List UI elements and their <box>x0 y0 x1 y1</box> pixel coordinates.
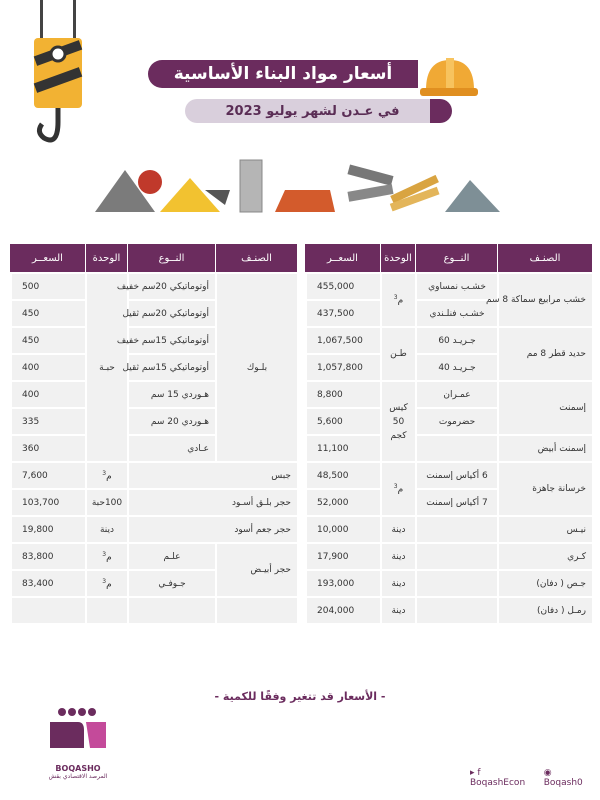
header-unit: الوحدة <box>380 244 415 272</box>
type-cell <box>415 596 497 623</box>
unit-cell: دينة <box>85 515 127 542</box>
handle-text: BoqashEcon <box>470 778 526 788</box>
type-cell: أوتوماتيكي 15سم ثقيل <box>127 353 215 380</box>
type-cell: هـوردي 15 سم <box>127 380 215 407</box>
price-cell: 335 <box>10 407 85 434</box>
unit-cell: 100حبة <box>85 488 127 515</box>
header-type: النــوع <box>415 244 497 272</box>
item-cell: رمـل ( دفان) <box>497 596 592 623</box>
price-cell: 11,100 <box>305 434 380 461</box>
materials-illustration <box>90 150 510 220</box>
price-cell: 193,000 <box>305 569 380 596</box>
table-row <box>305 272 592 299</box>
left-price-table <box>10 244 297 623</box>
header-price: السعــر <box>10 244 85 272</box>
type-cell <box>415 569 497 596</box>
type-cell: حضرموت <box>415 407 497 434</box>
header-unit: الوحدة <box>85 244 127 272</box>
logo-caption: المرصد الاقتصادي بقش <box>48 773 108 780</box>
table-row <box>305 596 592 623</box>
price-note: - الأسعار قد تتغير وفقًا للكمية - <box>214 690 386 703</box>
item-cell: خرسانة جاهزة <box>497 461 592 515</box>
logo-name: BOQASHO <box>55 764 101 773</box>
type-cell: جـوفـي <box>127 569 215 596</box>
price-cell: 400 <box>10 380 85 407</box>
unit-cell: حبـة <box>85 272 127 461</box>
price-cell: 500 <box>10 272 85 299</box>
type-cell <box>415 515 497 542</box>
empty-cell <box>215 596 297 623</box>
table-row <box>10 596 297 623</box>
price-cell: 10,000 <box>305 515 380 542</box>
price-cell: 48,500 <box>305 461 380 488</box>
item-cell: كـري <box>497 542 592 569</box>
price-cell: 450 <box>10 299 85 326</box>
unit-cell: م$^3$ <box>380 461 415 515</box>
price-cell: 1,057,800 <box>305 353 380 380</box>
unit-cell: م$^3$ <box>85 542 127 569</box>
unit-cell: دينة <box>380 515 415 542</box>
empty-cell <box>85 596 127 623</box>
unit-cell: م$^3$ <box>85 569 127 596</box>
type-cell <box>415 434 497 461</box>
unit-line: 50 <box>392 416 405 427</box>
hard-hat-icon <box>418 52 478 102</box>
unit-line: كجم <box>390 430 407 441</box>
empty-cell <box>127 596 215 623</box>
type-cell: أوتوماتيكي 15سم خفيف <box>127 326 215 353</box>
price-cell: 5,600 <box>305 407 380 434</box>
type-cell: هـوردي 20 سم <box>127 407 215 434</box>
price-cell: 455,000 <box>305 272 380 299</box>
item-cell: حديد قطر 8 مم <box>497 326 592 380</box>
subtitle-text: في عـدن لشهر يوليو 2023 <box>225 103 400 119</box>
table-row <box>305 434 592 461</box>
item-cell: إسمنت أبيض <box>497 434 592 461</box>
price-cell: 8,800 <box>305 380 380 407</box>
table-row <box>305 542 592 569</box>
unit-cell <box>380 380 415 461</box>
table-header-row <box>10 244 297 272</box>
social-handle-boqashecon[interactable]: ▸ f BoqashEcon <box>470 768 526 788</box>
price-cell: 19,800 <box>10 515 85 542</box>
unit-line: كيس <box>389 402 408 413</box>
header-price: السعــر <box>305 244 380 272</box>
unit-cell: طـن <box>380 326 415 380</box>
item-cell: حجر جعم أسود <box>127 515 297 542</box>
page-title: أسعار مواد البناء الأساسية <box>148 60 418 88</box>
unit-cell: م$^3$ <box>380 272 415 326</box>
item-cell: إسمنت <box>497 380 592 434</box>
handle-text: Boqash0 <box>543 778 583 788</box>
item-cell: بلـوك <box>215 272 297 461</box>
item-cell: جـص ( دفان) <box>497 569 592 596</box>
price-cell: 1,067,500 <box>305 326 380 353</box>
table-row <box>305 515 592 542</box>
type-cell: 7 أكياس إسمنت <box>415 488 497 515</box>
table-row <box>10 542 297 569</box>
type-cell: 6 أكياس إسمنت <box>415 461 497 488</box>
type-cell: عـادي <box>127 434 215 461</box>
type-cell: علـم <box>127 542 215 569</box>
type-cell: جـريـد 60 <box>415 326 497 353</box>
price-cell: 437,500 <box>305 299 380 326</box>
type-cell: أوتوماتيكي 20سم ثقيل <box>127 299 215 326</box>
table-row <box>10 488 297 515</box>
type-cell: خشـب فنلـندي <box>415 299 497 326</box>
item-cell: حجر بلـق أسـود <box>127 488 297 515</box>
price-cell: 83,800 <box>10 542 85 569</box>
unit-cell: دينة <box>380 596 415 623</box>
page-subtitle <box>185 99 440 123</box>
price-cell: 83,400 <box>10 569 85 596</box>
table-row <box>10 515 297 542</box>
price-cell: 450 <box>10 326 85 353</box>
table-row <box>10 272 297 299</box>
type-cell: خشـب نمساوي <box>415 272 497 299</box>
social-footer <box>470 768 590 788</box>
item-cell: حجر أبيـض <box>215 542 297 596</box>
type-cell: عمـران <box>415 380 497 407</box>
empty-cell <box>10 596 85 623</box>
header-item: الصنـف <box>497 244 592 272</box>
logo-mark-icon <box>38 700 118 760</box>
table-row <box>305 461 592 488</box>
unit-cell: م$^3$ <box>85 461 127 488</box>
social-handle-boqash0[interactable]: ◉ Boqash0 <box>543 768 583 788</box>
price-cell: 7,600 <box>10 461 85 488</box>
subtitle-accent <box>430 99 452 123</box>
price-cell: 17,900 <box>305 542 380 569</box>
item-cell: خشب مرابيع سماكة 8 سم <box>497 272 592 326</box>
unit-cell: دينة <box>380 542 415 569</box>
item-cell: نيـس <box>497 515 592 542</box>
table-row <box>305 569 592 596</box>
table-row <box>10 461 297 488</box>
type-cell <box>415 542 497 569</box>
unit-cell: دينة <box>380 569 415 596</box>
price-cell: 103,700 <box>10 488 85 515</box>
type-cell: أوتوماتيكي 20سم خفيف <box>127 272 215 299</box>
header-type: النــوع <box>127 244 215 272</box>
price-cell: 360 <box>10 434 85 461</box>
right-price-table <box>305 244 592 623</box>
price-cell: 52,000 <box>305 488 380 515</box>
table-row <box>305 380 592 407</box>
header-item: الصنـف <box>215 244 297 272</box>
type-cell: جـريـد 40 <box>415 353 497 380</box>
boqash-logo <box>38 700 118 780</box>
table-header-row <box>305 244 592 272</box>
crane-hook-icon <box>28 0 88 150</box>
price-cell: 204,000 <box>305 596 380 623</box>
item-cell: جبس <box>127 461 297 488</box>
price-cell: 400 <box>10 353 85 380</box>
table-row <box>305 326 592 353</box>
